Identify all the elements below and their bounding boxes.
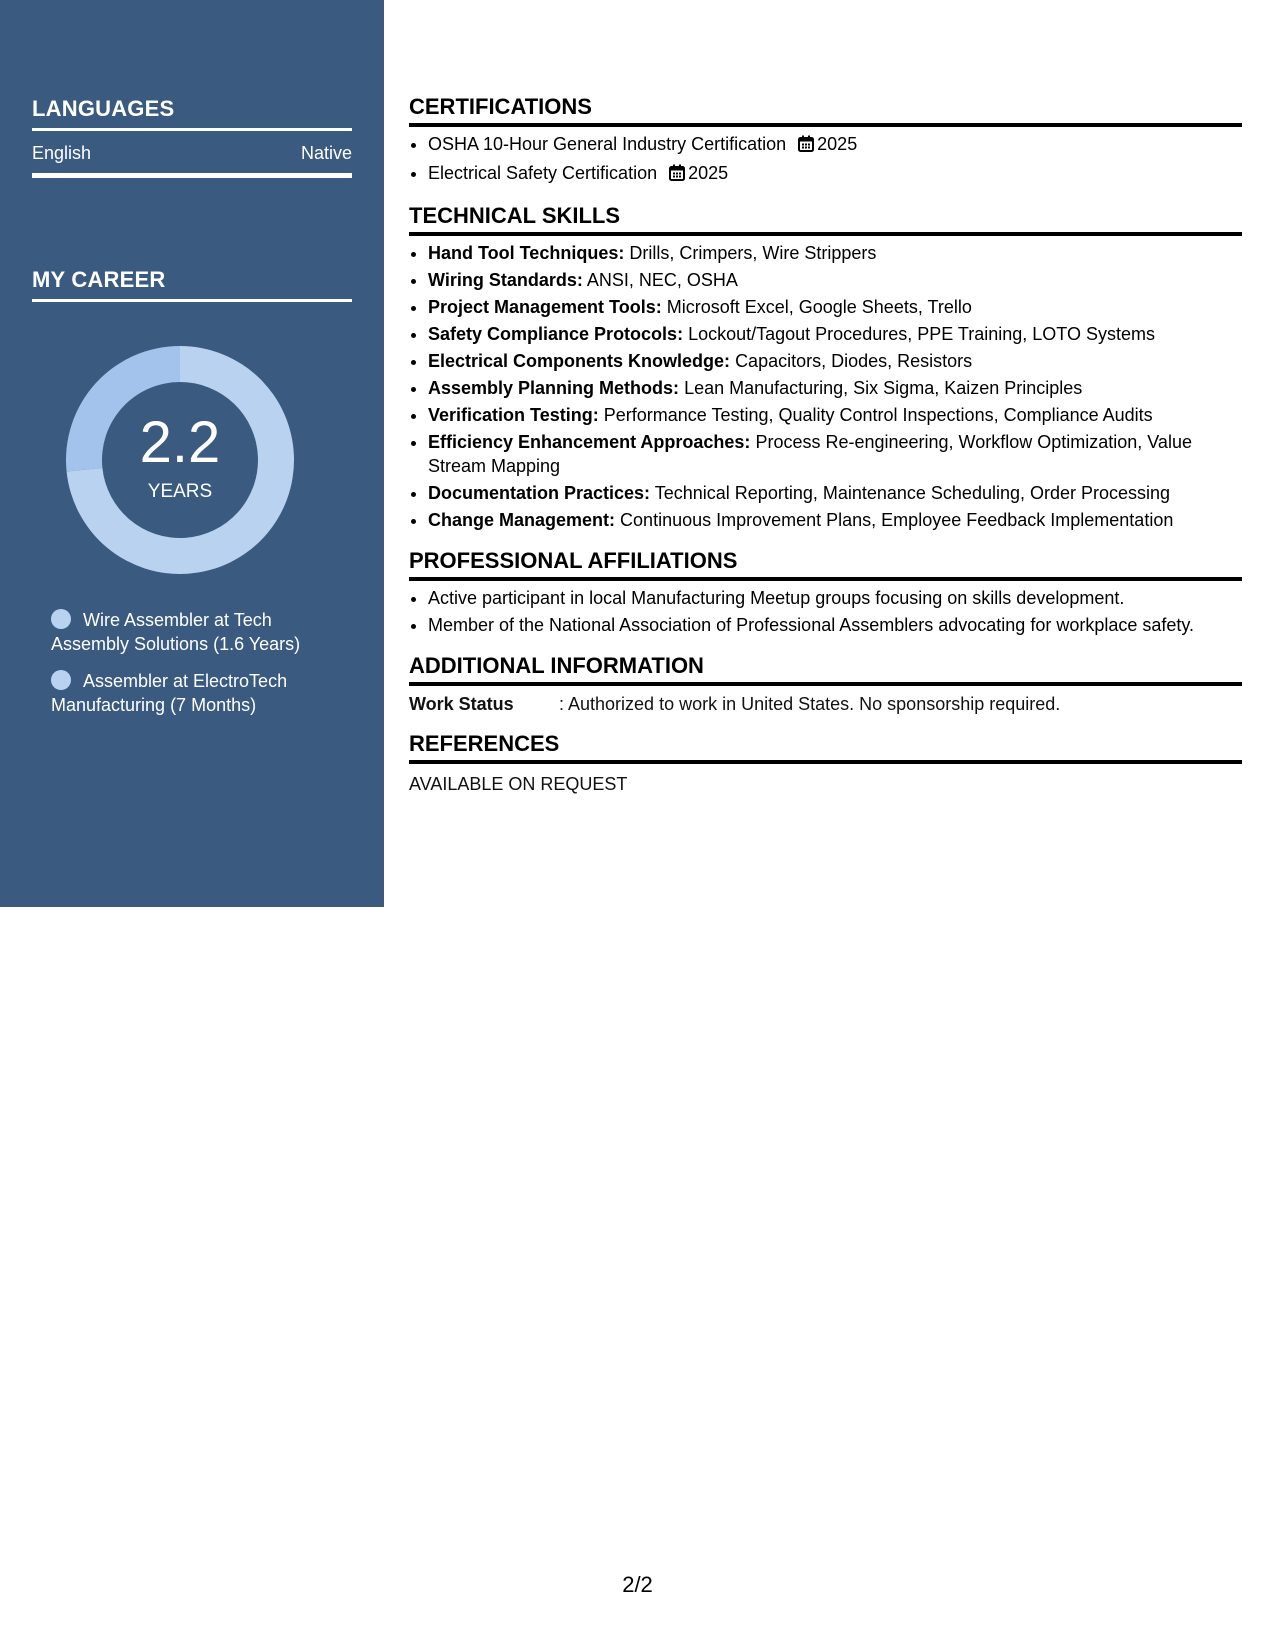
skills-list [409,241,1242,532]
list-item [428,376,1242,400]
skill-label: Documentation Practices: [428,483,651,503]
legend-item [51,608,351,656]
work-status-value: : Authorized to work in United States. No sponsorship required. [559,694,1061,714]
career-total-unit: YEARS [147,481,213,502]
career-total-value: 2.2 [139,410,221,475]
sidebar [0,0,384,907]
skill-label: Electrical Components Knowledge: [428,351,731,371]
career-section [32,267,352,302]
skill-label: Verification Testing: [428,405,599,425]
skill-label: Project Management Tools: [428,297,662,317]
skill-label: Change Management: [428,510,616,530]
references-text: AVAILABLE ON REQUEST [409,774,628,794]
legend-label: Wire Assembler at Tech Assembly Solutions (1.6 Years) [51,610,301,654]
list-item [428,349,1242,373]
list-item [428,322,1242,346]
list-item [428,403,1242,427]
career-donut-chart [66,346,294,574]
skills-heading: TECHNICAL SKILLS [409,203,1242,236]
language-name: English [32,143,92,163]
affiliations-heading: PROFESSIONAL AFFILIATIONS [409,548,1242,581]
legend-dot [51,609,71,629]
skill-text: Microsoft Excel, Google Sheets, Trello [666,297,972,317]
affiliations-list [409,586,1242,637]
list-item [428,430,1242,478]
references-heading: REFERENCES [409,731,1242,764]
list-item: • Active participant in local Manufacturing Meetup groups focusing on skills development. [428,586,1242,610]
certifications-section [409,94,1242,187]
list-item [428,508,1242,532]
skill-label: Safety Compliance Protocols: [428,324,684,344]
skill-label: Hand Tool Techniques: [428,243,625,263]
legend-dot [51,670,71,690]
work-status-label: Work Status [409,694,514,714]
skill-text: Continuous Improvement Plans, Employee Feedback Implementation [620,510,1174,530]
skill-label: Assembly Planning Methods: [428,378,680,398]
certification-name: OSHA 10-Hour General Industry Certification [428,134,787,154]
skill-text: Drills, Crimpers, Wire Strippers [629,243,877,263]
legend-item [51,669,351,717]
list-item [428,268,1242,292]
skill-text: Capacitors, Diodes, Resistors [735,351,973,371]
skill-text: Process Re-engineering, Workflow Optimization, Value Stream Mapping [428,432,1192,476]
additional-info-section [409,653,1242,715]
additional-info-heading: ADDITIONAL INFORMATION [409,653,1242,686]
skill-text: Technical Reporting, Maintenance Scheduling, Order Processing [654,483,1171,503]
languages-section [32,96,352,178]
list-item [428,241,1242,265]
list-item [428,161,1242,187]
skill-text: Lockout/Tagout Procedures, PPE Training, LOTO Systems [688,324,1155,344]
skill-text: Lean Manufacturing, Six Sigma, Kaizen Principles [684,378,1083,398]
certifications-heading: CERTIFICATIONS [409,94,1242,127]
references-section [409,731,1242,795]
skill-label: Wiring Standards: [428,270,583,290]
language-row [32,131,352,178]
work-status-row [409,694,1242,715]
certifications-list [409,132,1242,187]
certification-year: 2025 [688,163,729,183]
list-item [428,481,1242,505]
affiliations-section [409,548,1242,637]
calendar-icon [669,163,685,187]
languages-heading: LANGUAGES [32,96,352,131]
skills-section [409,203,1242,532]
list-item: • Member of the National Association of Professional Assemblers advocating for workplace safety. [428,613,1242,637]
language-level: Native [300,143,352,163]
certification-year: 2025 [817,134,858,154]
skill-label: Efficiency Enhancement Approaches: [428,432,751,452]
skill-text: ANSI, NEC, OSHA [586,270,738,290]
list-item [428,295,1242,319]
calendar-icon [798,134,814,158]
list-item [428,132,1242,158]
skill-text: Performance Testing, Quality Control Inspections, Compliance Audits [603,405,1153,425]
career-legend [51,608,351,730]
main-content [409,94,1242,811]
certification-name: Electrical Safety Certification [428,163,658,183]
legend-label: Assembler at ElectroTech Manufacturing (7 Months) [51,671,288,715]
page-number: 2/2 [622,1572,653,1597]
career-heading: MY CAREER [32,267,352,302]
